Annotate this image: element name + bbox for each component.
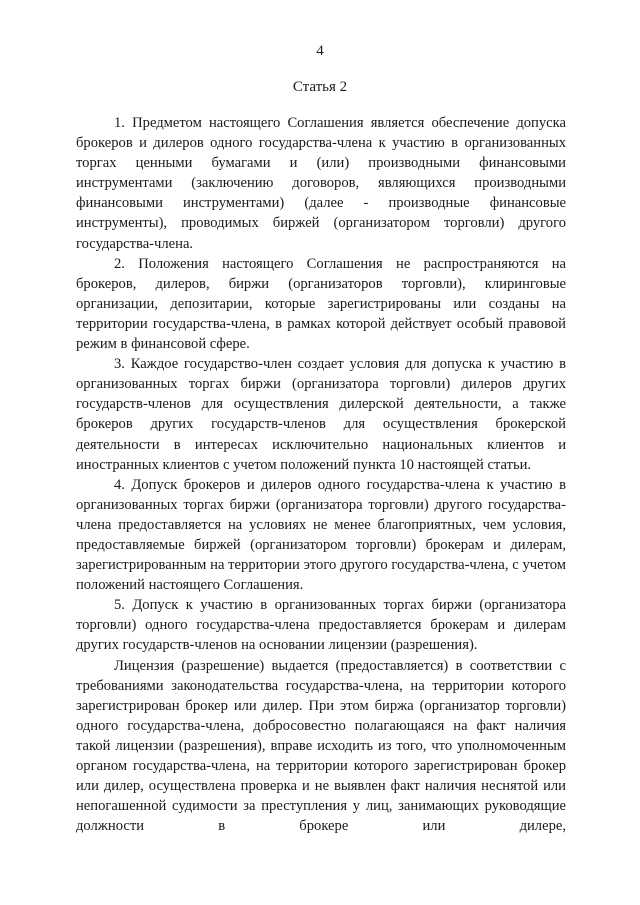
page-number: 4 <box>316 43 324 59</box>
paragraph-1: 1. Предметом настоящего Соглашения является обеспечение допуска брокеров и дилеров одного государства-члена к участию в организованных торгах ценными бумагами и (или) производными финансовыми инструментами (заключению договоров, являющихся производными финансовыми инструментами) (далее - производные финансовые инструменты), проводимых биржей (организатором торговли) другого государства-члена. <box>76 115 566 252</box>
paragraph-4: 4. Допуск брокеров и дилеров одного государства-члена к участию в организованных торгах биржи (организатора торговли) другого государства-члена предоставляется на условиях не менее благоприятных, чем условия, предоставляемые биржей (организатором торговли) брокерам и дилерам, зарегистрированным на территории этого другого государства-члена, с учетом положений настоящего Соглашения. <box>76 476 566 594</box>
paragraph-2: 2. Положения настоящего Соглашения не распространяются на брокеров, дилеров, биржи (организаторов торговли), клиринговые организации, депозитарии, которые зарегистрированы или созданы на территории государства-члена, в рамках которой действует особый правовой режим в финансовой сфере. <box>76 255 566 353</box>
paragraph-3: 3. Каждое государство-член создает условия для допуска к участию в организованных торгах биржи (организатора торговли) дилеров других государств-членов для осуществления дилерской деятельности, а также брокеров других государств-членов для осуществления брокерской деятельности в интересах исключительно национальных клиентов и иностранных клиентов с учетом положений пункта 10 настоящей статьи. <box>76 356 566 473</box>
paragraph-6: Лицензия (разрешение) выдается (предоставляется) в соответствии с требованиями законодательства государства-члена, на территории которого зарегистрирован брокер или дилер. При этом биржа (организатор торговли) одного государства-члена, добросовестно полагающаяся на факт наличия такой лицензии (разрешения), вправе исходить из того, что уполномоченным органом государства-члена, на территории которого зарегистрирован брокер или дилер, осуществлена проверка и не выявлен факт наличия неснятой или непогашенной судимости за преступления у лиц, занимающих руководящие должности в брокере или дилере, <box>76 657 566 835</box>
article-body <box>76 113 566 836</box>
article-title: Статья 2 <box>292 79 348 95</box>
paragraph-5: 5. Допуск к участию в организованных торгах биржи (организатора торговли) одного государства-члена предоставляется брокерам и дилерам других государств-членов на основании лицензии (разрешения). <box>76 597 566 654</box>
